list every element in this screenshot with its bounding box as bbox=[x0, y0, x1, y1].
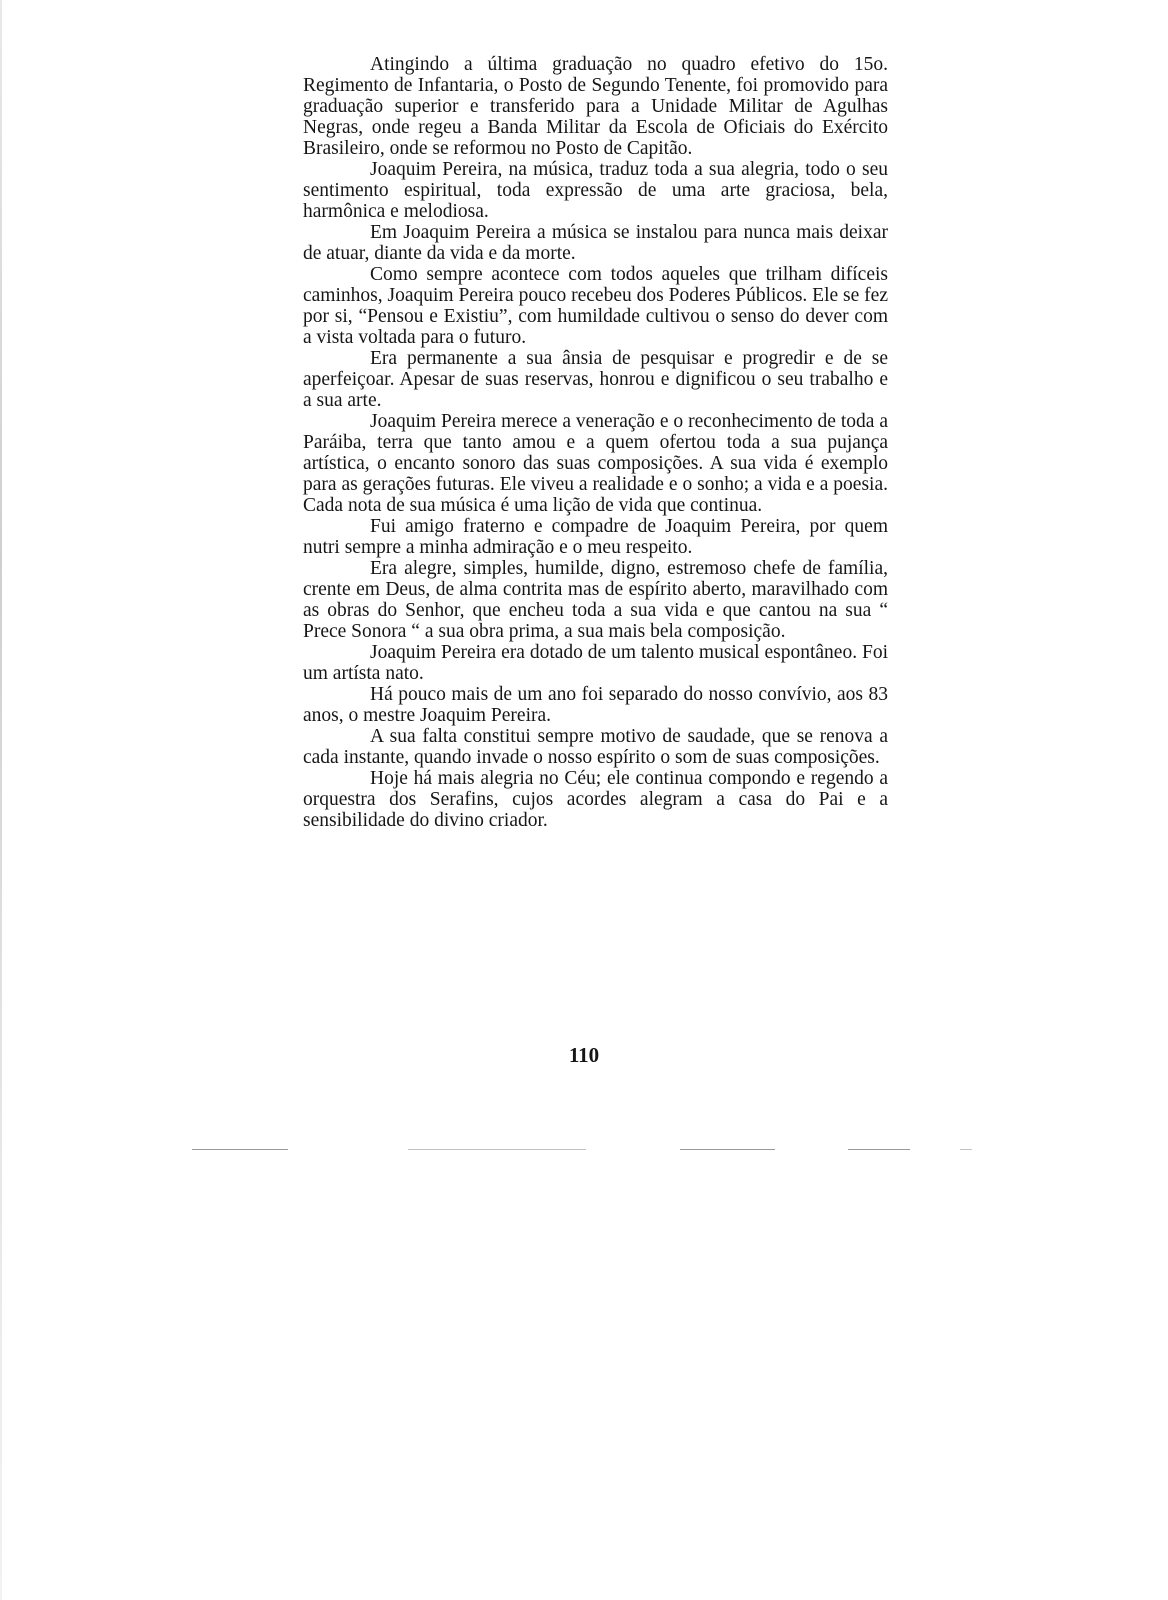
paragraph: Fui amigo fraterno e compadre de Joaquim Pereira, por quem nutri sempre a minha admiração e o meu respeito. bbox=[303, 516, 888, 558]
footer-rule bbox=[680, 1149, 775, 1150]
paragraph: Em Joaquim Pereira a música se instalou para nunca mais deixar de atuar, diante da vida e da morte. bbox=[303, 222, 888, 264]
footer-rule bbox=[192, 1149, 288, 1150]
paragraph: Joaquim Pereira era dotado de um talento musical espontâneo. Foi um artísta nato. bbox=[303, 642, 888, 684]
paragraph: Hoje há mais alegria no Céu; ele continua compondo e regendo a orquestra dos Serafins, cujos acordes alegram a casa do Pai e a sensibilidade do divino criador. bbox=[303, 768, 888, 831]
page-number: 110 bbox=[568, 1043, 600, 1067]
scan-edge-shadow bbox=[0, 0, 2, 1600]
paragraph: Atingindo a última graduação no quadro efetivo do 15o. Regimento de Infantaria, o Posto de Segundo Tenente, foi promovido para graduação superior e transferido para a Unidade Militar de Agulhas Negras, onde regeu a Banda Militar da Escola de Oficiais do Exército Brasileiro, onde se reformou no Posto de Capitão. bbox=[303, 54, 888, 159]
paragraph: A sua falta constitui sempre motivo de saudade, que se renova a cada instante, quando invade o nosso espírito o som de suas composições. bbox=[303, 726, 888, 768]
paragraph: Joaquim Pereira, na música, traduz toda a sua alegria, todo o seu sentimento espiritual, toda expressão de uma arte graciosa, bela, harmônica e melodiosa. bbox=[303, 159, 888, 222]
body-text bbox=[303, 54, 888, 831]
footer-rule bbox=[408, 1149, 586, 1150]
footer-rule bbox=[960, 1149, 972, 1150]
footer-rule bbox=[848, 1149, 910, 1150]
paragraph: Há pouco mais de um ano foi separado do nosso convívio, aos 83 anos, o mestre Joaquim Pereira. bbox=[303, 684, 888, 726]
paragraph: Joaquim Pereira merece a veneração e o reconhecimento de toda a Paráiba, terra que tanto amou e a quem ofertou toda a sua pujança artística, o encanto sonoro das suas composições. A sua vida é exemplo para as gerações futuras. Ele viveu a realidade e o sonho; a vida e a poesia. Cada nota de sua música é uma lição de vida que continua. bbox=[303, 411, 888, 516]
paragraph: Era permanente a sua ânsia de pesquisar e progredir e de se aperfeiçoar. Apesar de suas reservas, honrou e dignificou o seu trabalho e a sua arte. bbox=[303, 348, 888, 411]
paragraph: Como sempre acontece com todos aqueles que trilham difíceis caminhos, Joaquim Pereira pouco recebeu dos Poderes Públicos. Ele se fez por si, “Pensou e Existiu”, com humildade cultivou o senso do dever com a vista voltada para o futuro. bbox=[303, 264, 888, 348]
paragraph: Era alegre, simples, humilde, digno, estremoso chefe de família, crente em Deus, de alma contrita mas de espírito aberto, maravilhado com as obras do Senhor, que encheu toda a sua vida e que cantou na sua “ Prece Sonora “ a sua obra prima, a sua mais bela composição. bbox=[303, 558, 888, 642]
